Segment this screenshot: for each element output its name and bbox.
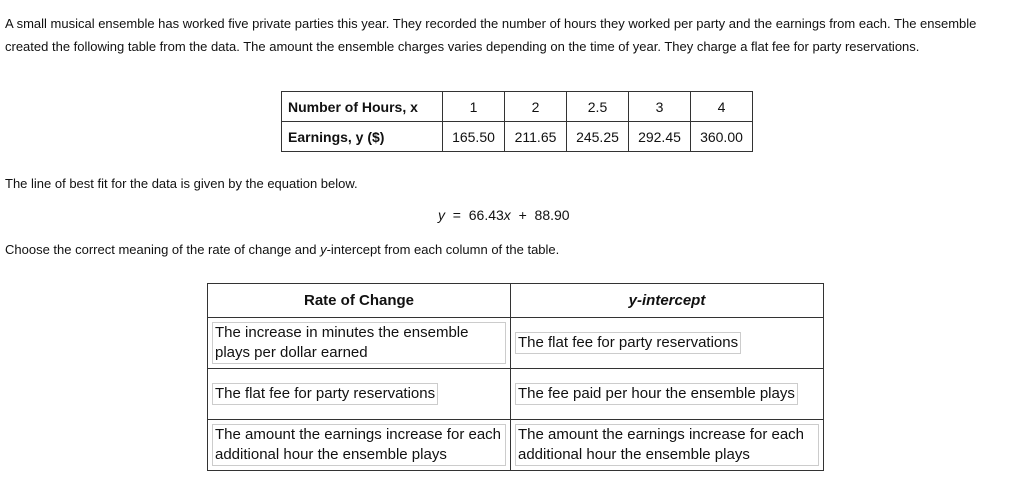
earnings-row (282, 122, 753, 152)
earnings-cell: 360.00 (691, 122, 753, 152)
equation-y: y (438, 207, 445, 223)
choices-table (207, 283, 824, 471)
equation-equals: = (452, 207, 461, 223)
rate-option[interactable]: The increase in minutes the ensemble plays per dollar earned (212, 322, 506, 364)
earnings-cell: 292.45 (629, 122, 691, 152)
equation-plus: + (518, 207, 527, 223)
hours-cell: 2 (505, 92, 567, 122)
earnings-cell: 245.25 (567, 122, 629, 152)
equation-x: x (503, 207, 511, 223)
hours-earnings-table (281, 91, 753, 152)
hours-cell: 3 (629, 92, 691, 122)
rate-option[interactable]: The flat fee for party reservations (212, 383, 438, 405)
hours-cell: 1 (443, 92, 505, 122)
rate-option[interactable]: The amount the earnings increase for each additional hour the ensemble plays (212, 424, 506, 466)
hours-cell: 4 (691, 92, 753, 122)
yint-option-cell (511, 369, 824, 420)
yint-option-cell (511, 420, 824, 471)
choices-row (208, 318, 824, 369)
choices-row (208, 420, 824, 471)
choose-text-part: -intercept from each column of the table. (326, 242, 560, 257)
yint-option-cell (511, 318, 824, 369)
rate-option-cell (208, 369, 511, 420)
hours-row (282, 92, 753, 122)
yint-option[interactable]: The fee paid per hour the ensemble plays (515, 383, 798, 405)
rate-of-change-header: Rate of Change (208, 284, 511, 318)
choose-instructions (5, 242, 559, 257)
equation-intercept: 88.90 (534, 207, 570, 223)
earnings-cell: 211.65 (505, 122, 567, 152)
earnings-row-header: Earnings, y ($) (282, 122, 443, 152)
hours-cell: 2.5 (567, 92, 629, 122)
rate-option-cell (208, 318, 511, 369)
equation-slope: 66.43 (468, 207, 504, 223)
choose-text-part: Choose the correct meaning of the rate of change and (5, 242, 321, 257)
problem-intro: A small musical ensemble has worked five private parties this year. They recorded the number of hours they worked per party and the earnings from each. The ensemble created the following table from the data. The amount the ensemble charges varies depending on the time of year. They charge a flat fee for party reservations. (5, 16, 977, 54)
choices-row (208, 369, 824, 420)
rate-option-cell (208, 420, 511, 471)
choose-text-var: y (320, 242, 327, 257)
fit-line-text: The line of best fit for the data is given by the equation below. (5, 176, 358, 191)
yint-option[interactable]: The flat fee for party reservations (515, 332, 741, 354)
choices-header-row (208, 284, 824, 318)
hours-row-header: Number of Hours, x (282, 92, 443, 122)
earnings-cell: 165.50 (443, 122, 505, 152)
yint-option[interactable]: The amount the earnings increase for each additional hour the ensemble plays (515, 424, 819, 466)
best-fit-equation (438, 207, 570, 223)
y-intercept-header: y-intercept (511, 284, 824, 318)
